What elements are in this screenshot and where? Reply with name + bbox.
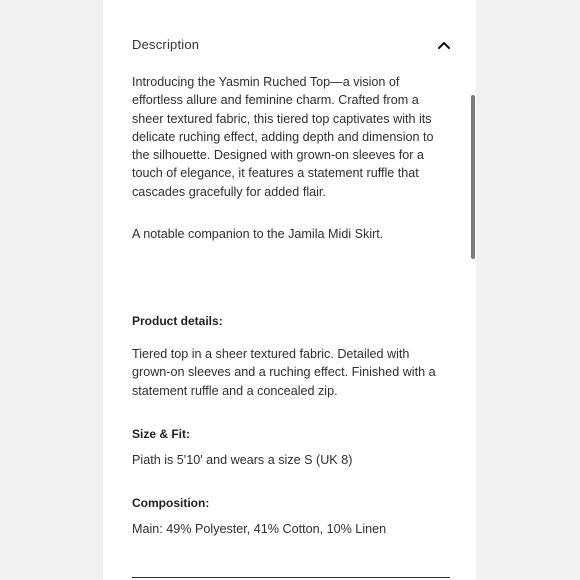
description-paragraph-1: Introducing the Yasmin Ruched Top—a vision of effortless allure and feminine charm. Crafted from a sheer textured fabric, this tiered top captivates with its delicate ruching effect, adding depth and dimension to the silhouette. Designed with grown-on sleeves for a touch of elegance, it features a statement ruffle that cascades gracefully for added flair. bbox=[132, 75, 434, 199]
description-accordion-header[interactable] bbox=[132, 34, 451, 56]
composition-text: Main: 49% Polyester, 41% Cotton, 10% Linen bbox=[132, 522, 387, 536]
product-details-text: Tiered top in a sheer textured fabric. Detailed with grown-on sleeves and a ruching effect. Finished with a statement ruffle and a concealed zip. bbox=[132, 347, 436, 398]
description-title: Description bbox=[132, 37, 200, 52]
section-divider bbox=[132, 577, 450, 578]
composition-heading: Composition: bbox=[132, 496, 210, 510]
product-details-heading: Product details: bbox=[132, 314, 223, 328]
description-paragraph-2: A notable companion to the Jamila Midi Skirt. bbox=[132, 227, 384, 241]
size-fit-text: Piath is 5'10' and wears a size S (UK 8) bbox=[132, 453, 353, 467]
product-info-panel bbox=[103, 0, 476, 580]
size-fit-heading: Size & Fit: bbox=[132, 427, 191, 441]
scrollbar-thumb[interactable] bbox=[471, 95, 475, 259]
chevron-up-icon[interactable] bbox=[437, 38, 451, 52]
